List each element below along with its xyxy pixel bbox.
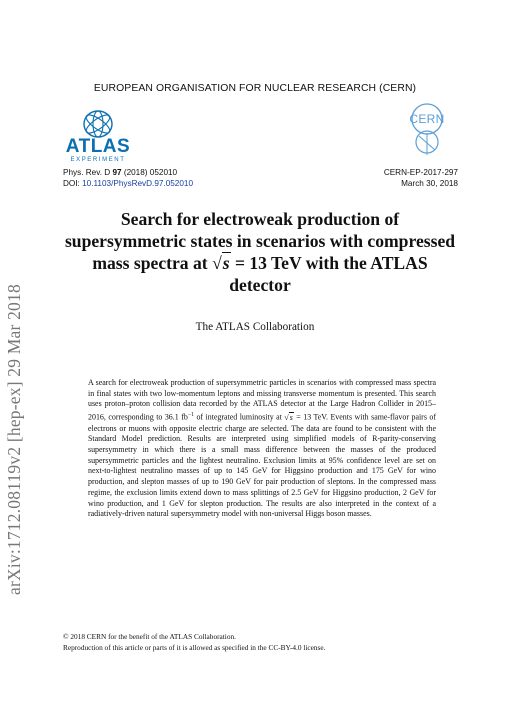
journal-name: Phys. Rev. D [63,168,113,177]
sqrt-symbol: √s [212,253,230,273]
title-line-3-end: = 13 TeV with the ATLAS [230,253,428,273]
doi-line [63,178,193,189]
cern-rings-icon [397,100,457,160]
copyright-line: © 2018 CERN for the benefit of the ATLAS Collaboration. [63,632,236,641]
abstract-text-2: of integrated luminosity at [193,412,285,422]
abstract [88,378,436,520]
license-line: Reproduction of this article or parts of it is allowed as specified in the CC-BY-4.0 license. [63,642,326,652]
abstract-text-3: = 13 TeV. Events with same-flavor pairs of electrons or muons with opposite electric charge are selected. The data are found to be consistent with the Standard Model prediction. Results are interpreted using simplified models of R-parity-conserving supersymmetry in which there is a small mass difference between the masses of the produced supersymmetric particles and the lightest neutralino. Exclusion limits at 95% confidence level are set on next-to-lightest neutralino masses of up to 145 GeV for Higgsino production and 175 GeV for wino production, and slepton masses of up to 190 GeV for pair production of sleptons. In the compressed mass regime, the exclusion limits extend down to mass splittings of 2.5 GeV for Higgsino production, 2 GeV for wino production, and 1 GeV for slepton production. The results are also interpreted in the context of a radiatively-driven natural supersymmetry model with non-universal Higgs boson masses. [88,412,436,519]
report-number: CERN-EP-2017-297 [383,168,458,177]
atlas-logo [63,108,133,164]
cern-logo [397,100,457,160]
doi-link[interactable]: 10.1103/PhysRevD.97.052010 [82,179,194,188]
journal-info [63,167,193,189]
atlas-logo-subtitle: EXPERIMENT [70,157,126,163]
cern-logo-word: CERN [409,112,445,126]
title-line-1: Search for electroweak production of [120,209,400,229]
doi-label: DOI: [63,179,83,188]
journal-year-page: (2018) 052010 [121,168,178,177]
abstract-superscript: −1 [187,412,194,419]
paper-title [50,208,470,296]
title-line-3-start: mass spectra at [92,253,213,273]
abstract-text-1: A search for electroweak production of supersymmetric particles in scenarios with compressed mass spectra in final states with two low-momentum leptons and missing transverse momentum is presented. This search uses proton–proton collision data recorded by the ATLAS detector at the Large Hadron Collider in 2015–2016, corresponding to 36.1 fb [88,378,436,422]
title-line-2: supersymmetric states in scenarios with compressed [64,231,456,251]
footer [63,632,325,653]
organisation-heading: EUROPEAN ORGANISATION FOR NUCLEAR RESEARCH (CERN) [93,83,417,94]
journal-volume: 97 [112,168,122,177]
title-line-3 [50,252,470,274]
abstract-sqrt-symbol: √s [284,412,293,422]
journal-reference [63,167,193,178]
report-date: March 30, 2018 [401,179,458,188]
abstract-sqrt-argument: s [289,412,293,422]
arxiv-stamp: arXiv:1712.08119v2 [hep-ex] 29 Mar 2018 [4,284,24,595]
title-line-4: detector [229,275,291,295]
atlas-logo-word: ATLAS [65,136,131,157]
report-info [384,167,458,189]
sqrt-argument: s [222,253,230,273]
author-list: The ATLAS Collaboration [195,321,315,333]
